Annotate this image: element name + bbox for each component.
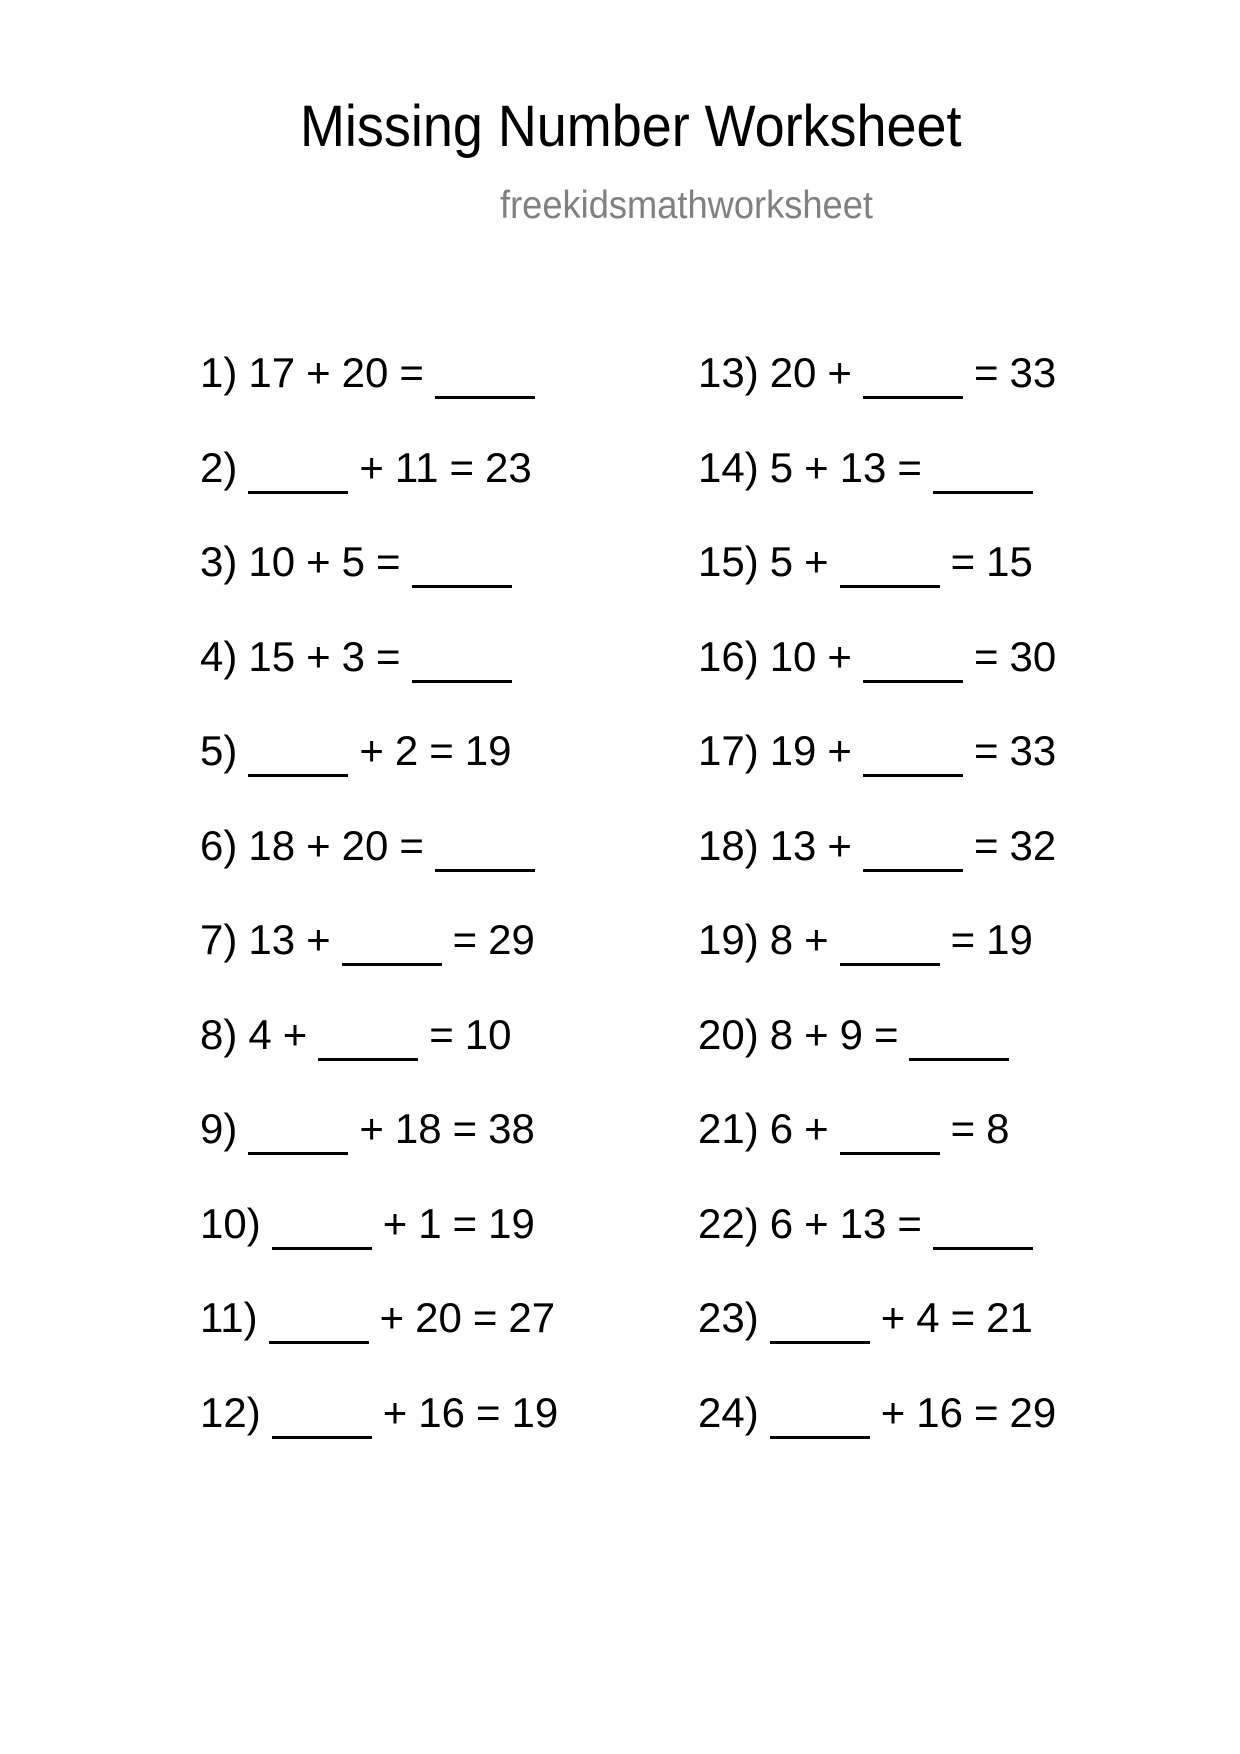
problem-number: 15) — [698, 538, 759, 585]
problem-number: 22) — [698, 1199, 759, 1247]
plus-operator: + — [359, 727, 384, 774]
answer-blank[interactable] — [770, 1392, 870, 1439]
answer-blank[interactable] — [412, 541, 512, 588]
plus-operator: + — [282, 1010, 308, 1058]
plus-operator: + — [827, 632, 852, 680]
problem-item — [698, 916, 1056, 1014]
equals-sign: = — [950, 1105, 976, 1152]
operand: 2 — [394, 727, 419, 774]
answer-blank[interactable] — [248, 730, 348, 777]
problem-number: 17) — [698, 727, 759, 774]
answer-blank[interactable] — [269, 1297, 369, 1344]
problem-number: 9) — [200, 1105, 238, 1152]
operand: 1 — [418, 1199, 442, 1247]
operand: 27 — [508, 1294, 556, 1341]
operand: 4 — [248, 1010, 272, 1058]
equals-sign: = — [897, 1199, 922, 1247]
operand: 5 — [341, 538, 365, 585]
answer-blank[interactable] — [248, 1108, 348, 1155]
answer-blank[interactable] — [272, 1392, 372, 1439]
operand: 29 — [488, 916, 535, 963]
operand: 18 — [394, 1105, 442, 1152]
operand: 20 — [341, 821, 389, 869]
equals-sign: = — [399, 349, 424, 396]
operand: 5 — [769, 443, 794, 491]
problem-number: 5) — [200, 727, 238, 774]
problem-number: 4) — [200, 632, 238, 680]
operand: 33 — [1009, 727, 1057, 774]
operand: 30 — [1009, 632, 1057, 680]
operand: 20 — [341, 349, 389, 396]
equals-sign: = — [475, 1388, 501, 1436]
equals-sign: = — [472, 1294, 498, 1341]
operand: 5 — [769, 538, 794, 585]
plus-operator: + — [306, 632, 331, 680]
plus-operator: + — [306, 916, 331, 963]
operand: 8 — [986, 1105, 1010, 1152]
equals-sign: = — [429, 1010, 454, 1058]
answer-blank[interactable] — [863, 636, 963, 683]
operand: 15 — [986, 538, 1033, 585]
equals-sign: = — [452, 1105, 478, 1152]
operand: 18 — [248, 821, 296, 869]
answer-blank[interactable] — [933, 1203, 1033, 1250]
answer-blank[interactable] — [909, 1014, 1009, 1061]
answer-blank[interactable] — [435, 825, 535, 872]
problem-item — [200, 1105, 558, 1203]
problem-item — [698, 349, 1057, 447]
operand: 19 — [488, 1199, 535, 1247]
problem-item — [200, 1388, 559, 1487]
equals-sign: = — [950, 916, 976, 963]
answer-blank[interactable] — [840, 1108, 940, 1155]
plus-operator: + — [804, 443, 829, 491]
equals-sign: = — [973, 727, 999, 774]
operand: 16 — [916, 1388, 963, 1436]
problem-item — [200, 1294, 558, 1392]
answer-blank[interactable] — [863, 825, 963, 872]
problem-item — [698, 1294, 1056, 1392]
plus-operator: + — [359, 443, 384, 491]
answer-blank[interactable] — [248, 447, 348, 494]
operand: 23 — [485, 443, 532, 491]
answer-blank[interactable] — [318, 1014, 418, 1061]
equals-sign: = — [449, 443, 475, 491]
problem-number: 7) — [200, 916, 238, 963]
equals-sign: = — [873, 1010, 899, 1058]
problem-number: 12) — [200, 1388, 261, 1436]
plus-operator: + — [804, 916, 829, 963]
operand: 15 — [248, 632, 296, 680]
plus-operator: + — [382, 1199, 408, 1247]
plus-operator: + — [804, 538, 829, 585]
operand: 8 — [769, 916, 794, 963]
operand: 29 — [1009, 1388, 1057, 1436]
operand: 19 — [769, 727, 817, 774]
problem-number: 2) — [200, 443, 238, 491]
plus-operator: + — [379, 1294, 405, 1341]
problem-number: 6) — [200, 821, 238, 869]
operand: 13 — [839, 443, 887, 491]
problem-item — [698, 1388, 1057, 1487]
equals-sign: = — [973, 632, 999, 680]
equals-sign: = — [897, 443, 922, 491]
problem-number: 20) — [698, 1010, 759, 1058]
answer-blank[interactable] — [272, 1203, 372, 1250]
plus-operator: + — [880, 1388, 906, 1436]
operand: 3 — [341, 632, 365, 680]
equals-sign: = — [973, 1388, 999, 1436]
problem-number: 24) — [698, 1388, 759, 1436]
equals-sign: = — [950, 538, 976, 585]
operand: 38 — [488, 1105, 535, 1152]
problem-item — [200, 916, 558, 1014]
equals-sign: = — [973, 821, 999, 869]
answer-blank[interactable] — [840, 919, 940, 966]
plus-operator: + — [804, 1199, 829, 1247]
problem-item — [698, 1199, 1056, 1298]
operand: 10 — [769, 632, 817, 680]
operand: 33 — [1009, 349, 1057, 396]
operand: 32 — [1009, 821, 1057, 869]
operand: 19 — [511, 1388, 559, 1436]
plus-operator: + — [827, 821, 852, 869]
equals-sign: = — [375, 538, 401, 585]
operand: 4 — [916, 1294, 940, 1341]
answer-blank[interactable] — [863, 730, 963, 777]
answer-blank[interactable] — [412, 636, 512, 683]
problem-number: 23) — [698, 1294, 759, 1341]
operand: 13 — [839, 1199, 887, 1247]
operand: 9 — [839, 1010, 863, 1058]
operand: 21 — [986, 1294, 1033, 1341]
problem-item — [698, 821, 1057, 920]
plus-operator: + — [306, 349, 331, 396]
problem-number: 13) — [698, 349, 759, 396]
plus-operator: + — [382, 1388, 408, 1436]
operand: 13 — [248, 916, 296, 963]
operand: 17 — [248, 349, 296, 396]
problem-column-left — [200, 349, 559, 1486]
equals-sign: = — [375, 632, 401, 680]
operand: 20 — [769, 349, 817, 396]
plus-operator: + — [359, 1105, 384, 1152]
operand: 20 — [415, 1294, 462, 1341]
equals-sign: = — [429, 727, 454, 774]
problem-item — [200, 727, 558, 825]
answer-blank[interactable] — [933, 447, 1033, 494]
page-subtitle: freekidsmathworksheet — [500, 184, 873, 227]
equals-sign: = — [399, 821, 424, 869]
problem-item — [200, 349, 558, 447]
operand: 19 — [986, 916, 1033, 963]
page-title: Missing Number Worksheet — [300, 94, 962, 159]
operand: 19 — [464, 727, 512, 774]
plus-operator: + — [804, 1105, 829, 1152]
operand: 16 — [418, 1388, 465, 1436]
plus-operator: + — [880, 1294, 906, 1341]
problem-number: 3) — [200, 538, 238, 585]
operand: 13 — [769, 821, 817, 869]
problem-item — [200, 1010, 558, 1109]
operand: 11 — [394, 443, 439, 491]
problem-column-right — [698, 349, 1057, 1486]
problem-item — [698, 1010, 1056, 1109]
problem-item — [698, 538, 1056, 636]
equals-sign: = — [973, 349, 999, 396]
operand: 8 — [769, 1010, 794, 1058]
answer-blank[interactable] — [342, 919, 442, 966]
answer-blank[interactable] — [770, 1297, 870, 1344]
plus-operator: + — [306, 538, 331, 585]
equals-sign: = — [452, 916, 478, 963]
problem-item — [698, 727, 1057, 825]
plus-operator: + — [827, 727, 852, 774]
plus-operator: + — [827, 349, 852, 396]
problem-item — [200, 1199, 558, 1298]
problem-number: 16) — [698, 632, 759, 680]
problem-number: 21) — [698, 1105, 759, 1152]
answer-blank[interactable] — [435, 352, 535, 399]
problem-item — [200, 443, 558, 542]
problem-number: 10) — [200, 1199, 261, 1247]
problem-item — [698, 1105, 1056, 1203]
problem-number: 8) — [200, 1010, 238, 1058]
problem-item — [200, 821, 558, 920]
equals-sign: = — [452, 1199, 478, 1247]
equals-sign: = — [950, 1294, 976, 1341]
operand: 6 — [769, 1105, 794, 1152]
problem-item — [200, 632, 558, 731]
problem-number: 19) — [698, 916, 759, 963]
plus-operator: + — [306, 821, 331, 869]
operand: 6 — [769, 1199, 794, 1247]
answer-blank[interactable] — [863, 352, 963, 399]
operand: 10 — [464, 1010, 512, 1058]
problem-number: 14) — [698, 443, 759, 491]
problem-item — [698, 443, 1056, 542]
answer-blank[interactable] — [840, 541, 940, 588]
problem-number: 11) — [200, 1294, 258, 1341]
problem-number: 18) — [698, 821, 759, 869]
plus-operator: + — [804, 1010, 829, 1058]
problem-item — [200, 538, 558, 636]
operand: 10 — [248, 538, 296, 585]
problem-number: 1) — [200, 349, 238, 396]
problem-item — [698, 632, 1057, 731]
